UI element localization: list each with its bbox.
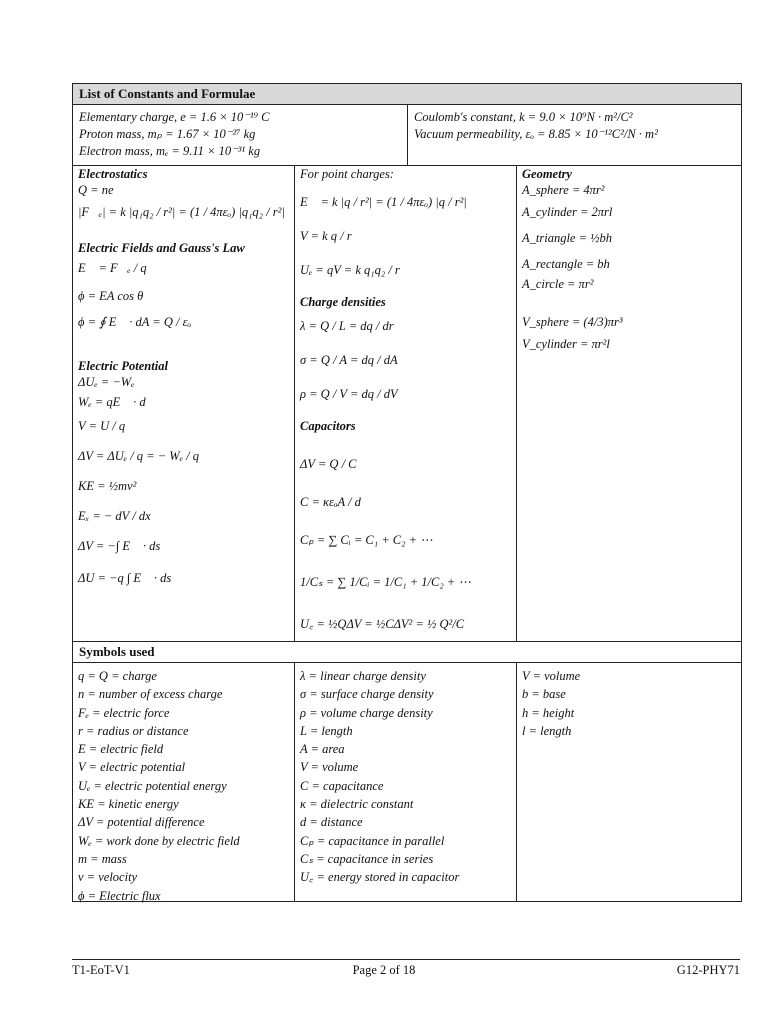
constant-line: Proton mass, mₚ = 1.67 × 10⁻²⁷ kg (79, 127, 256, 141)
equation: Uₑ = qV = k q₁q₂ / r (300, 263, 400, 277)
symbol-line: V = volume (300, 760, 359, 775)
equation: Wₑ = qE⃗ · d⃗ (78, 395, 156, 409)
constant-line: Coulomb's constant, k = 9.0 × 10⁹N · m²/C² (414, 110, 633, 124)
footer-divider (72, 959, 740, 960)
equation: C = κεₒA / d (300, 495, 361, 509)
equation: A_cylinder = 2πrl (522, 205, 613, 219)
equation: ϕ = ∮ E⃗ · dA = Q / εₒ (78, 315, 192, 329)
symbol-line: U꜀ = energy stored in capacitor (300, 870, 460, 885)
symbol-line: V = volume (522, 669, 581, 683)
section-heading: Geometry (522, 167, 572, 181)
symbols-heading: Symbols used (73, 642, 741, 663)
equation: U꜀ = ½QΔV = ½CΔV² = ½ Q²/C (300, 617, 465, 631)
constants-row (73, 105, 741, 166)
equation: Eₓ = − dV / dx (78, 509, 151, 523)
section-heading: Electric Fields and Gauss's Law (78, 241, 245, 255)
equation: E⃗ = k |q / r²| = (1 / 4πεₒ) |q / r²| (300, 195, 467, 209)
equation: λ = Q / L = dq / dr (300, 319, 394, 333)
section-heading: For point charges: (300, 167, 394, 181)
equation: σ = Q / A = dq / dA (300, 353, 398, 367)
equation: Q = ne (78, 183, 114, 197)
symbol-line: A = area (300, 742, 345, 757)
symbol-line: Uₑ = electric potential energy (78, 778, 227, 793)
formula-column-1 (73, 166, 295, 641)
constant-line: Vacuum permeability, εₒ = 8.85 × 10⁻¹²C²/N · m² (414, 127, 658, 141)
symbol-line: λ = linear charge density (300, 669, 426, 683)
section-heading: Capacitors (300, 419, 356, 433)
equation: A_sphere = 4πr² (522, 183, 605, 197)
symbol-line: C = capacitance (300, 778, 384, 793)
symbol-line: Cₚ = capacitance in parallel (300, 833, 445, 848)
symbol-line: σ = surface charge density (300, 687, 434, 702)
equation: |F⃗ₑ| = k |q₁q₂ / r²| = (1 / 4πεₒ) |q₁q₂ / r²| (78, 205, 285, 219)
symbol-line: V = electric potential (78, 760, 186, 775)
equation: ΔV = Q / C (300, 457, 357, 471)
equation: V = U / q (78, 419, 126, 433)
constant-line: Elementary charge, e = 1.6 × 10⁻¹⁹ C (79, 110, 270, 124)
equation: ΔV = ΔUₑ / q = − Wₑ / q (78, 449, 199, 463)
symbol-line: ΔV = potential difference (78, 815, 205, 830)
section-heading: Electric Potential (78, 359, 168, 373)
equation: ρ = Q / V = dq / dV (300, 387, 398, 401)
constants-right (408, 105, 741, 165)
symbol-line: κ = dielectric constant (300, 797, 414, 812)
equation: V_sphere = (4/3)πr³ (522, 315, 623, 329)
symbol-line: Wₑ = work done by electric field (78, 833, 240, 848)
symbol-line: d = distance (300, 815, 363, 830)
symbol-line: v = velocity (78, 870, 138, 885)
symbol-line: L = length (300, 723, 353, 738)
equation: ϕ = EA cos θ (78, 289, 144, 303)
equation: A_triangle = ½bh (522, 231, 613, 245)
symbol-line: Fₑ = electric force (78, 705, 170, 720)
constants-left (73, 105, 408, 165)
equation: V = k q / r (300, 229, 352, 243)
equation: V_cylinder = πr²l (522, 337, 610, 351)
equation: A_circle = πr² (522, 277, 594, 291)
equation: ΔU = −q ∫ E⃗ · ds⃗ (78, 571, 181, 585)
symbol-line: ϕ = Electric flux (78, 888, 161, 903)
symbol-line: KE = kinetic energy (78, 797, 179, 812)
formulas-row (73, 166, 741, 642)
symbol-line: r = radius or distance (78, 723, 189, 738)
symbol-line: m = mass (78, 851, 127, 866)
footer-doc-code: T1-EoT-V1 (72, 963, 130, 977)
symbols-column-3 (517, 663, 741, 901)
symbol-line: q = Q = charge (78, 669, 157, 683)
equation: E⃗ = F⃗ₑ / q (78, 261, 147, 275)
constant-line: Electron mass, mₑ = 9.11 × 10⁻³¹ kg (79, 144, 261, 158)
equation: ΔV = −∫ E⃗ · ds⃗ (78, 539, 170, 553)
sheet-title: List of Constants and Formulae (73, 84, 741, 105)
symbol-line: ρ = volume charge density (300, 705, 433, 720)
equation: A_rectangle = bh (522, 257, 610, 271)
symbol-line: n = number of excess charge (78, 687, 223, 702)
symbol-line: l = length (522, 723, 572, 738)
symbols-column-1 (73, 663, 295, 901)
footer-course-code: G12-PHY71 (676, 963, 740, 977)
equation: KE = ½mv² (78, 479, 137, 493)
section-heading: Charge densities (300, 295, 386, 309)
symbols-row (73, 663, 741, 901)
equation: Cₚ = ∑ Cᵢ = C₁ + C₂ + ⋯ (300, 533, 433, 547)
footer-page-number: Page 2 of 18 (352, 963, 416, 977)
symbol-line: b = base (522, 687, 566, 702)
formula-column-3 (517, 166, 741, 641)
formula-sheet (72, 83, 742, 902)
symbols-column-2 (295, 663, 517, 901)
symbol-line: Cₛ = capacitance in series (300, 851, 434, 866)
equation: ΔUₑ = −Wₑ (78, 375, 135, 389)
section-heading: Electrostatics (78, 167, 148, 181)
equation: 1/Cₛ = ∑ 1/Cᵢ = 1/C₁ + 1/C₂ + ⋯ (300, 575, 471, 589)
symbol-line: E = electric field (78, 742, 164, 757)
formula-column-2 (295, 166, 517, 641)
symbol-line: h = height (522, 705, 575, 720)
